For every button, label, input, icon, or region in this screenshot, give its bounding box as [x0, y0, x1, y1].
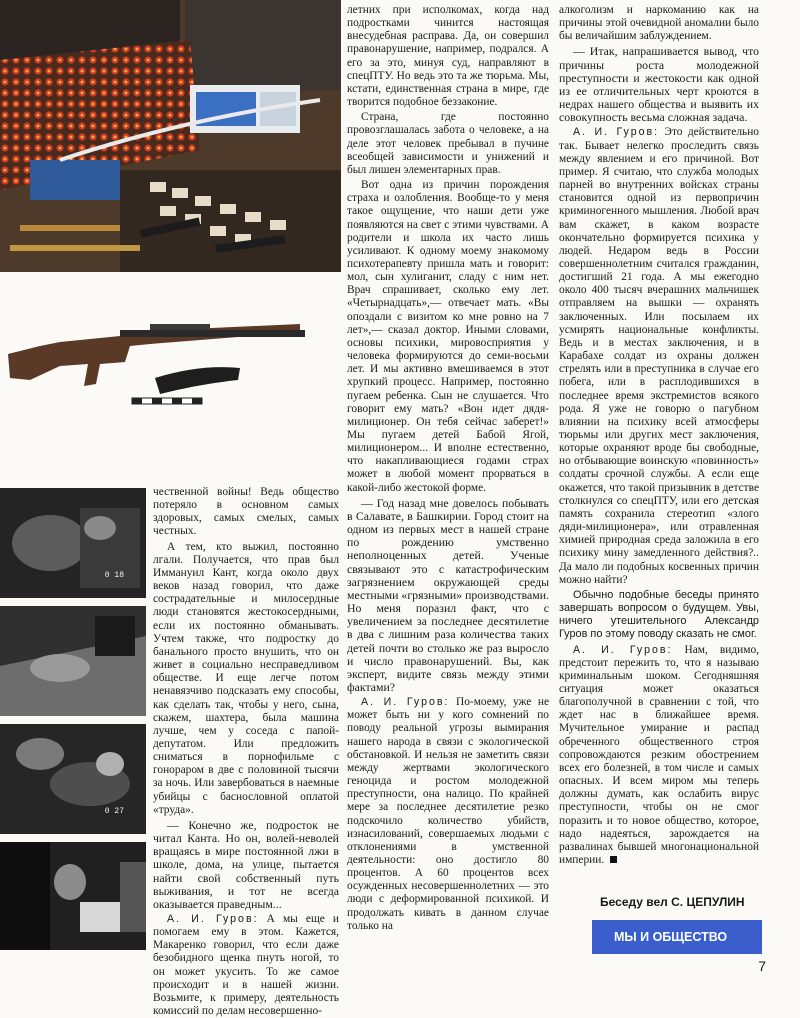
- paragraph-text: А мы еще и помогаем ему в этом. Кажется, Макаренко говорил, что если даже безобидного щенка пнуть ногой, то он может укусить. То же самое происходит и в нашей жизни. Возьмите, к примеру, деятельность комиссий по делам несовершенно-: [153, 913, 340, 1018]
- text-column-2: [347, 4, 549, 952]
- paragraph-text: А тем, кто выжил, постоянно лгали. Получается, что прав был Иммануил Кант, когда около двух веков назад говорил, что даже сострадательные и милосердные люди становятся жестокосердными, если их постоянно обманывать. Учтем также, что подростку до банального просто внушить, что он живет в социально несправедливом обществе. И еще легче потом ненавязчиво подсказать ему способы, как сделать так, чтобы у него, сына, скажем, шахтера, была машина лучше, чем у соседа с папой-депутатом. Или предложить сниматься в порнофильме с гонораром в две с половиной тысячи за ночь. Или завербоваться в наемные убийцы с баснословной оплатой «труда».: [153, 540, 339, 816]
- text-column-1: [153, 486, 340, 1018]
- paragraph: [347, 497, 549, 694]
- paragraph-text: — Год назад мне довелось побывать в Салавате, в Башкирии. Город стоит на одном из первых мест в нашей стране по рождению умственно неполноценных детей. Ученые связывают это с катастрофическим загрязнением окружающей среды местными «грязными» производствами. Но меня поразил факт, что с увеличением за последнее десятилетие в два с лишним раза количества таких детей почти во столько же раз выросло и число правонарушений. Вы, как эксперт, видите связь между этими фактами?: [347, 495, 549, 694]
- ammunition-photo: [0, 0, 341, 272]
- tv-still-4: [0, 842, 146, 950]
- paragraph: [559, 589, 759, 642]
- tv-still-3-image: [0, 724, 146, 834]
- text-column-3: [559, 4, 759, 892]
- speaker-label: А. И. Гуров:: [573, 126, 660, 139]
- tv-still-3: [0, 724, 146, 834]
- paragraph-text: Вот одна из причин порождения страха и озлобления. Вообще-то у меня такое ощущение, что наши дети уже появляются на свет с этими чувствами. А родители и школа их часто лишь усиливают. К одному моему знакомому психотерапевту пришла мать и говорит: мол, сын хулиганит, сладу с ним нет. Врач спрашивает, сколько ему лет. «Четырнадцать»,— отвечает мать. «Вы опоздали с визитом ко мне ровно на 7 лет»,— сказал доктор. Иными словами, основы психики, мировосприятия у человека формируются до семи-восьми лет. И мы активно вмешиваемся в этот хрупкий процесс. Например, постоянно пугаем ребенка. Сын не слушается. Что говорит ему мать? «Вон идет дядя-милиционер. Он тебя сейчас заберет!» Мы пугаем детей Бабой Ягой, милиционером... И вполне естественно, что накапливающиеся годами страх может в любой момент прорваться в какой-либо жестокой форме.: [347, 179, 549, 494]
- paragraph: [347, 4, 549, 109]
- paragraph: [153, 913, 339, 1018]
- paragraph-text: летних при исполкомах, когда над подростками чинится настоящая внесудебная расправа. Да, он совершил правонарушение, например, подрался. А его за это, минуя суд, направляют в спецПТУ. Но ведь это та же тюрьма. Мы, кстати, единственная страна в мире, где творится подобное беззаконие.: [347, 4, 549, 109]
- byline: Беседу вел С. ЦЕПУЛИН: [600, 895, 745, 909]
- speaker-label: А. И. Гуров:: [167, 913, 259, 925]
- tv-still-4-image: [0, 842, 146, 950]
- tv-still-1-image: [0, 488, 146, 598]
- paragraph: [153, 486, 339, 539]
- paragraph-text: — Конечно же, подросток не читал Канта. Но он, волей-неволей вращаясь в мире постоянной лжи в школе, дома, на улице, пытается найти свой собственный путь выживания, и тот не всегда оказывается праведным...: [153, 817, 339, 911]
- end-of-article-mark: [610, 856, 617, 863]
- paragraph: [347, 696, 549, 933]
- paragraph-text: По-моему, уже не может быть ни у кого сомнений по поводу реальной угрозы вымирания нашего народа в связи с экологической обстановкой. И нельзя не заметить связи между жертвами экологического геноцида и ростом молодежной преступности, она налицо. По крайней мере за последнее десятилетие резко подскочило количество убийств, изнасилований, совершаемых людьми с отклонениями в умственной деятельности: оно достигло 80 процентов. А 60 процентов всех осужденных несовершеннолетних — это люди с деформированной психикой. И продолжать кивать в данном случае только на: [347, 696, 550, 932]
- rifle-illustration: [0, 284, 341, 484]
- paragraph-text: Обычно подобные беседы принято завершать вопросом о будущем. Увы, ничего утешительного Александр Гуров по этому поводу сказать не смог.: [559, 588, 759, 641]
- tv-still-3-timecode: 0 27: [104, 807, 124, 816]
- paragraph-text: — Итак, напрашивается вывод, что причины роста молодежной преступности и жестокости как одной из ее отличительных черт кроются в недрах нашего общества и выявить их совокупность весьма сложная задача.: [559, 44, 759, 125]
- speaker-label: А. И. Гуров:: [361, 696, 450, 709]
- paragraph-text: алкоголизм и наркоманию как на причины этой очевидной аномалии было бы величайшим заблуждением.: [559, 4, 759, 43]
- paragraph-text: Нам, видимо, предстоит пережить то, что я называю криминальным шоком. Сегодняшняя ситуация может оказаться благополучной в сравнении с той, что ждет нас в ближайшее время. Мучительное умирание и распад обреченного общественного строя сопровождаются резким обострением всех его болезней, в том числе и самых опасных. И всем миром мы теперь должны думать, как ослабить вирус преступности, чтобы он не смог поразить и то новое общество, которое, надо надеяться, зарождается на развалинах бывшей многонациональной империи.: [559, 643, 759, 866]
- paragraph: [559, 45, 759, 124]
- paragraph: [347, 111, 549, 177]
- tv-still-2-image: [0, 606, 146, 716]
- section-rubric: МЫ И ОБЩЕСТВО: [592, 920, 762, 954]
- tv-still-1-timecode: 0 18: [104, 571, 124, 580]
- ammunition-illustration: [0, 0, 341, 272]
- paragraph-text: Это действительно так. Бывает нелегко проследить связь между явлением и его причиной. Вот пример. Я считаю, что служба молодых парней во внутренних войсках страны становится одной из первопричин криминогенного мышления. Любой врач вам скажет, в каком возрасте окончательно формируется психика у людей. Недаром ведь в России совершеннолетним считался гражданин, достигший 21 года. А мы ежегодно около 400 тысяч вчерашних мальчишек отправляем на вышки — охранять заключенных. Или посылаем их усмирять национальные конфликты. Ведь и в местах заключения, и в Карабахе солдат из охраны должен стрелять или в преступника в случае его побега, или в расплодившихся в последнее время экстремистов всякого рода. Я уже не говорю о пагубном влиянии на психику всей атмосферы тюрьмы или других мест заключения, которые охраняют вроде бы свободные, но отбывающие воинскую «повинность» солдаты срочной службы. А если еще окажется, что такой призывник в детстве столкнулся со спецПТУ, или его детская память сохранила стереотип «злого дяди-милиционера», или отравленная химией природная среда заложила в его психику мину замедленного действия?.. Да мало ли подобных косвенных причин можно найти?: [559, 126, 759, 586]
- paragraph: [559, 644, 759, 868]
- paragraph-text: Страна, где постоянно провозглашалась забота о человеке, а на деле этот человек пребывал в пучине всеобщей зависимости и унижений и был лишен элементарных прав.: [347, 111, 549, 176]
- page-number: 7: [758, 958, 766, 974]
- paragraph: [559, 126, 759, 586]
- speaker-label: А. И. Гуров:: [573, 643, 673, 656]
- paragraph: [153, 541, 339, 817]
- tv-still-2: [0, 606, 146, 716]
- paragraph: [347, 179, 549, 495]
- rifle-photo: [0, 284, 341, 484]
- tv-still-1: [0, 488, 146, 598]
- paragraph: [559, 4, 759, 43]
- paragraph-text: чественной войны! Ведь общество потеряло в основном самых здоровых, самых смелых, самых честных.: [153, 486, 339, 538]
- paragraph: [153, 819, 339, 911]
